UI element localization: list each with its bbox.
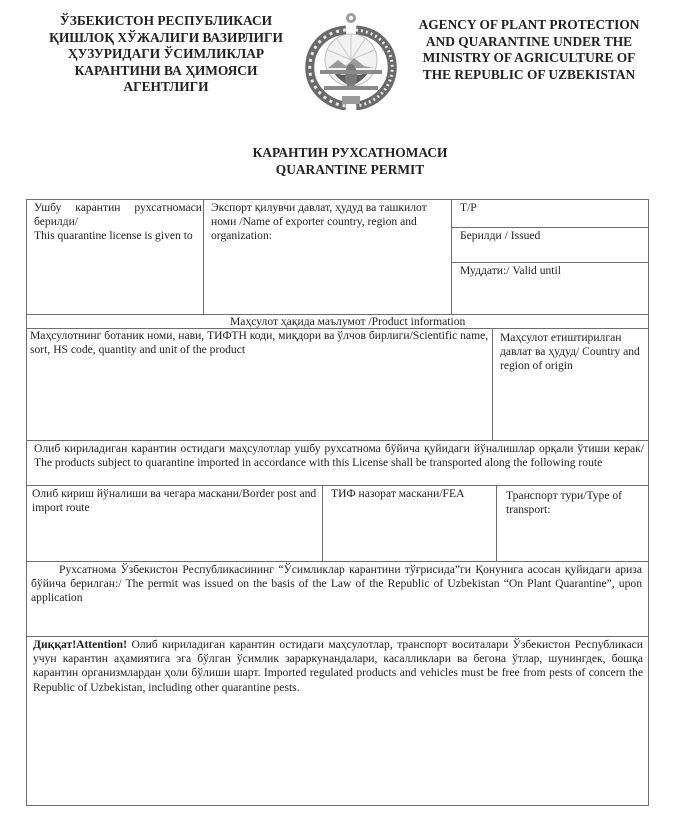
table-border	[648, 199, 649, 806]
table-border	[451, 199, 452, 314]
agency-en-line: AND QUARANTINE UNDER THE	[425, 33, 633, 49]
title-uzbek: КАРАНТИН РУХСАТНОМАСИ	[252, 145, 448, 160]
legal-basis: Рухсатнома Ўзбекистон Республикасининг “Ўсимликлар карантини тўғрисида”ги Қонунига асосан қуйидаги ариза бўйича берилган:/ The permit was issued on the basis of the Law of the Republic of Uzbekistan “On Plant Quarantine”, upon application	[31, 563, 642, 605]
table-border	[203, 199, 204, 314]
document-title	[200, 144, 500, 178]
table-border	[322, 485, 323, 561]
state-emblem-icon	[302, 10, 400, 110]
given-to-cell[interactable]	[34, 201, 202, 244]
table-border	[26, 440, 649, 441]
issued-cell[interactable]	[460, 229, 645, 243]
table-border	[26, 199, 27, 806]
attention-notice	[33, 638, 643, 695]
border-post-cell[interactable]	[32, 487, 319, 515]
given-to-label-uz: Ушбу карантин рухсатномаси берилди/	[34, 201, 202, 229]
origin-cell[interactable]	[500, 331, 644, 374]
table-border	[451, 262, 648, 263]
attention-text: Олиб кириладиган карантин остидаги маҳсулотлар, транспорт воситалари Ўзбекистон Республикаси учун карантин аҳамиятига эга бўлган ўсимлик зараркунандалари, касалликлари ва бегона ўтлар, шунингдек, бошқа карантин организмлардан ҳоли бўлиши шарт. Imported regulated products and vehicles must be free from pests of concern the Republic of Uzbekistan, including other quarantine pests.	[33, 638, 643, 694]
table-border	[451, 227, 648, 228]
valid-until-label: Муддати:/ Valid until	[460, 264, 561, 277]
border-post-label: Олиб кириш йўналиши ва чегара маскани/Border post and import route	[32, 487, 317, 515]
product-details-cell[interactable]	[30, 329, 490, 357]
agency-uz-line: АГЕНТЛИГИ	[123, 79, 209, 94]
fea-post-label: ТИФ назорат маскани/FEA	[331, 487, 465, 500]
title-english: QUARANTINE PERMIT	[275, 162, 425, 177]
table-border	[496, 485, 497, 561]
valid-until-cell[interactable]	[460, 264, 645, 278]
permit-number-cell[interactable]	[460, 201, 645, 215]
agency-uz-line: ҲУЗУРИДАГИ ЎСИМЛИКЛАР	[67, 46, 265, 61]
table-border	[26, 805, 649, 806]
agency-uz-line: ЎЗБЕКИСТОН РЕСПУБЛИКАСИ	[59, 13, 273, 28]
agency-en-line: AGENCY OF PLANT PROTECTION	[418, 17, 640, 32]
transport-cell[interactable]	[506, 489, 644, 517]
agency-en-line: MINISTRY OF AGRICULTURE OF	[422, 50, 636, 65]
agency-uz-line: ҚИШЛОҚ ХЎЖАЛИГИ ВАЗИРЛИГИ	[49, 29, 283, 45]
attention-label: Диққат!Attention!	[33, 638, 127, 651]
given-to-label-en: This quarantine license is given to	[34, 229, 193, 243]
table-border	[492, 328, 493, 440]
issued-label: Берилди / Issued	[460, 229, 541, 242]
permit-number-label: Т/Р	[460, 201, 477, 214]
fea-post-cell[interactable]	[331, 487, 491, 501]
table-border	[26, 485, 649, 486]
transport-label: Транспорт тури/Type of transport:	[506, 489, 623, 517]
agency-en-line: THE REPUBLIC OF UZBEKISTAN	[422, 66, 636, 82]
agency-name-english	[414, 17, 644, 83]
exporter-label: Экспорт қилувчи давлат, ҳудуд ва ташкилот номи /Name of exporter country, region and organization:	[211, 201, 427, 243]
route-note: Олиб кириладиган карантин остидаги маҳсулотлар ушбу рухсатнома бўйича қуйидаги йўналишлар орқали ўтиши керак/ The products subject to quarantine imported in accordance with this License shall be transported along the following route	[34, 442, 644, 470]
table-border	[26, 561, 649, 562]
exporter-cell[interactable]	[211, 201, 447, 244]
origin-label: Маҳсулот етиштирилган давлат ва ҳудуд/ Country and region of origin	[500, 331, 640, 373]
table-border	[26, 636, 649, 637]
agency-uz-line: КАРАНТИНИ ВА ҲИМОЯСИ	[74, 62, 258, 78]
product-info-heading: Маҳсулот ҳақида маълумот /Product information	[230, 315, 466, 328]
product-details-label: Маҳсулотнинг ботаник номи, нави, ТИФТН коди, миқдори ва ўлчов бирлиги/Scientific name, sort, HS code, quantity and unit of the product	[30, 329, 489, 357]
agency-name-uzbek	[40, 13, 292, 96]
table-border	[26, 199, 649, 200]
